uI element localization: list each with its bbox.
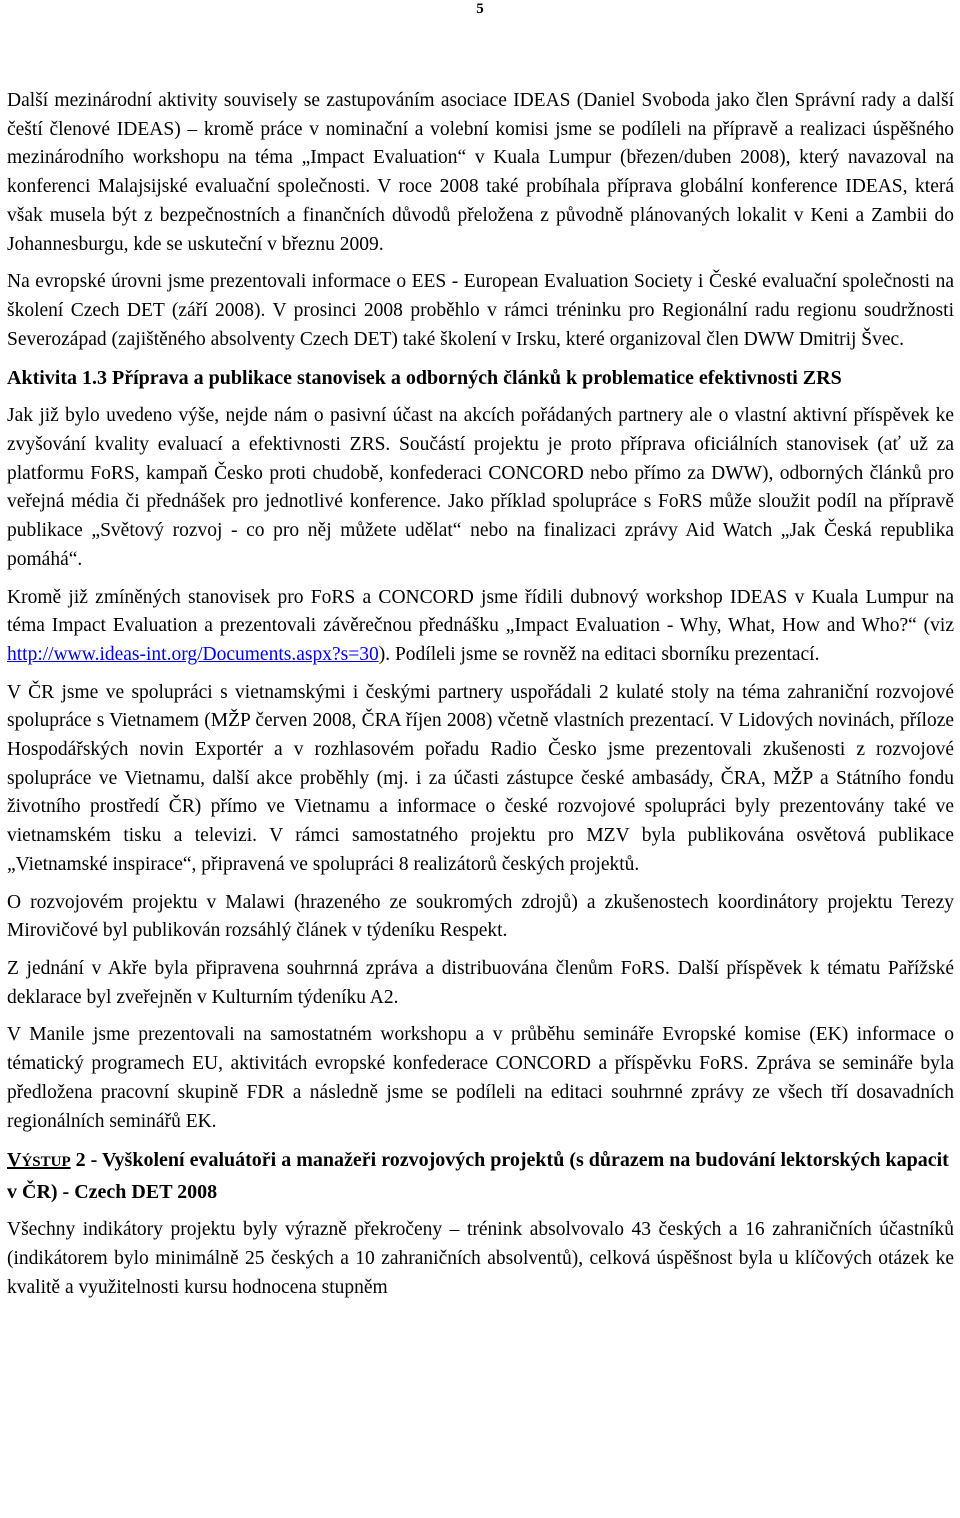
paragraph-manila-workshop: V Manile jsme prezentovali na samostatném workshopu a v průběhu semináře Evropské komise (EK) informace o tématický programech EU, aktivitách evropské konfederace CONCORD a příspěvku FoRS. Zpráva se semináře byla předložena pracovní skupině FDR a následně jsme se podíleli na editaci souhrnné zprávy ze všech tří dosavadních regionálních seminářů EK. xyxy=(7,1024,954,1132)
page-number: 5 xyxy=(476,1,484,17)
heading-output-text: 2 - Vyškolení evaluátoři a manažeři rozvojových projektů (s důrazem na budování lektorských kapacit v ČR) - Czech DET 2008 xyxy=(7,1149,949,1204)
paragraph-indicators: Všechny indikátory projektu byly výrazně překročeny – trénink absolvovalo 43 českých a 16 zahraničních účastníků (indikátorem bylo minimálně 25 českých a 10 zahraničních absolventů), celková úspěšnost byla u klíčových otázek ke kvalitě a využitelnosti kursu hodnocena stupněm xyxy=(7,1219,954,1298)
paragraph-vietnam-cooperation: V ČR jsme ve spolupráci s vietnamskými i českými partnery uspořádali 2 kulaté stoly na téma zahraniční rozvojové spolupráce s Vietnamem (MŽP červen 2008, ČRA říjen 2008) včetně vlastních prezentací. V Lidových novinách, příloze Hospodářských novin Exportér a v rozhlasovém pořadu Radio Česko jsme prezentovali zkušenosti z rozvojové spolupráce ve Vietnamu, další akce proběhly (mj. i za účasti zástupce české ambasády, ČRA, MŽP a Státního fondu životního prostředí ČR) přímo ve Vietnamu a informace o české rozvojové spolupráci byly prezentovány také ve vietnamském tisku a televizi. V rámci samostatného projektu pro MZV byla publikována osvětová publikace „Vietnamské inspirace“, připravená ve spolupráci 8 realizátorů českých projektů. xyxy=(7,681,954,875)
paragraph-accra-report: Z jednání v Akře byla připravena souhrnná zpráva a distribuována členům FoRS. Další příspěvek k tématu Pařížské deklarace byl zveřejněn v Kulturním týdeníku A2. xyxy=(7,957,954,1008)
heading-output-label: VÝSTUP xyxy=(7,1149,71,1172)
paragraph-european-level: Na evropské úrovni jsme prezentovali informace o EES - European Evaluation Society i České evaluační společnosti na školení Czech DET (září 2008). V prosinci 2008 proběhlo v rámci tréninku pro Regionální radu regionu soudržnosti Severozápad (zajištěného absolventy Czech DET) také školení v Irsku, které organizoval člen DWW Dmitrij Švec. xyxy=(7,271,954,350)
paragraph-ideas-activities: Další mezinárodní aktivity souvisely se zastupováním asociace IDEAS (Daniel Svoboda jako člen Správní rady a další čeští členové IDEAS) – kromě práce v nominační a volební komisi jsme se podíleli na přípravě a realizaci úspěšného mezinárodního workshopu na téma „Impact Evaluation“ v Kuala Lumpur (březen/duben 2008), který navazoval na konferenci Malajsijské evaluační společnosti. V roce 2008 také probíhala příprava globální konference IDEAS, která však musela být z bezpečnostních a finančních důvodů přeložena z původně plánovaných lokalit v Keni a Zambii do Johannesburgu, kde se uskuteční v březnu 2009. xyxy=(7,90,954,255)
paragraph-malawi-project: O rozvojovém projektu v Malawi (hrazeného ze soukromých zdrojů) a zkušenostech koordinátory projektu Terezy Mirovičové byl publikován rozsáhlý článek v týdeníku Respekt. xyxy=(7,891,954,942)
paragraph-workshop-ideas xyxy=(7,584,954,670)
paragraph-text: Kromě již zmíněných stanovisek pro FoRS a CONCORD jsme řídili dubnový workshop IDEAS v Kuala Lumpur na téma Impact Evaluation a prezentovali závěrečnou přednášku „Impact Evaluation - Why, What, How and Who?“ (viz xyxy=(7,586,954,637)
heading-activity-1-3: Aktivita 1.3 Příprava a publikace stanovisek a odborných článků k problematice efektivnosti ZRS xyxy=(7,367,842,390)
heading-output-2 xyxy=(7,1145,954,1207)
ideas-documents-link[interactable]: http://www.ideas-int.org/Documents.aspx?s=30 xyxy=(7,643,379,665)
paragraph-text: ). Podíleli jsme se rovněž na editaci sborníku prezentací. xyxy=(378,643,820,665)
paragraph-active-contribution: Jak již bylo uvedeno výše, nejde nám o pasivní účast na akcích pořádaných partnery ale o vlastní aktivní příspěvek ke zvyšování kvality evaluací a efektivnosti ZRS. Součástí projektu je proto příprava oficiálních stanovisek (ať už za platformu FoRS, kampaň Česko proti chudobě, konfederaci CONCORD nebo přímo za DWW), odborných článků pro veřejná média či přednášek pro jednotlivé konference. Jako příklad spolupráce s FoRS může sloužit podíl na přípravě publikace „Světový rozvoj - co pro něj můžete udělat“ nebo na finalizaci zprávy Aid Watch „Jak Česká republika pomáhá“. xyxy=(7,405,954,570)
page-content xyxy=(7,87,954,1311)
